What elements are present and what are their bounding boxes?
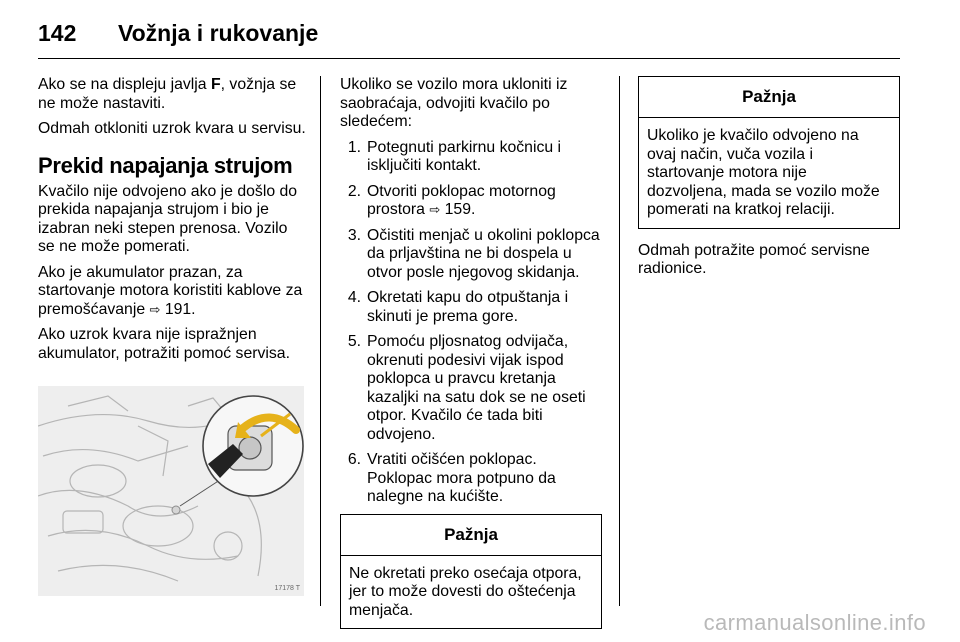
- gearbox-illustration: [38, 386, 304, 596]
- service-paragraph: Ako uzrok kvara nije ispražnjen akumulator, potražiti pomoć servisa.: [38, 326, 290, 362]
- caution-title: Pažnja: [341, 515, 601, 556]
- caution-box: [638, 76, 900, 229]
- page-number: 142: [38, 20, 77, 46]
- caution-title: Pažnja: [639, 77, 899, 118]
- caution-text: Ne okretati preko osećaja otpora, jer to može dovesti do oštećenja menjača.: [349, 564, 582, 619]
- column-middle: [340, 76, 602, 629]
- list-item: 2. Otvoriti poklopac motornog prostora ⇨ 159.: [347, 182, 556, 218]
- section-heading: Prekid napajanja strujom: [38, 152, 293, 178]
- list-item: 3. Očistiti menjač u okolini poklopca da prljavština ne bi dospela u otvor posle njegovog skidanja.: [347, 226, 600, 281]
- list-item: 1. Potegnuti parkirnu kočnicu i isključiti kontakt.: [347, 138, 562, 174]
- page-ref-arrow-icon: ⇨: [149, 301, 161, 317]
- column-divider-right: [619, 76, 620, 606]
- service-paragraph: Odmah potražite pomoć servisne radionice.: [638, 241, 870, 277]
- column-right: [638, 76, 900, 286]
- page-ref-link[interactable]: 159.: [444, 201, 476, 218]
- gearbox-drawing: [38, 386, 304, 596]
- display-f-paragraph: Ako se na displeju javlja F, vožnja se ne može nastaviti.: [38, 76, 297, 112]
- power-loss-paragraph: Kvačilo nije odvojeno ako je došlo do prekida napajanja strujom i bio je izabran neki stepen prenosa. Vozilo se ne može pomerati.: [38, 182, 298, 255]
- list-item: 4. Okretati kapu do otpuštanja i skinuti je prema gore.: [347, 289, 569, 325]
- page-title: Vožnja i rukovanje: [118, 20, 319, 46]
- caution-box: [340, 514, 602, 630]
- steps-list: [340, 139, 602, 507]
- repair-paragraph: Odmah otkloniti uzrok kvara u servisu.: [38, 120, 306, 137]
- page-ref-link[interactable]: 191.: [164, 300, 196, 318]
- jump-start-paragraph: Ako je akumulator prazan, za startovanje motora koristiti kablove za premošćavanje ⇨ 191.: [38, 263, 303, 318]
- display-code-f: F: [211, 76, 221, 93]
- list-item: 6. Vratiti očišćen poklopac. Poklopac mora potpuno da nalegne na kućište.: [347, 451, 556, 505]
- column-left: [38, 76, 308, 370]
- page-header: [38, 14, 900, 59]
- page-ref-arrow-icon: ⇨: [429, 202, 441, 217]
- watermark: carmanualsonline.info: [703, 610, 926, 635]
- figure-code: 17178 T: [274, 585, 300, 592]
- column-divider-left: [320, 76, 321, 606]
- intro-paragraph: Ukoliko se vozilo mora ukloniti iz saobraćaja, odvojiti kvačilo po sledećem:: [340, 76, 568, 130]
- caution-text: Ukoliko je kvačilo odvojeno na ovaj način, vuča vozila i startovanje motora nije dozvoljena, mada se vozilo može pomerati na kratkoj relaciji.: [647, 127, 880, 218]
- list-item: 5. Pomoću pljosnatog odvijača, okrenuti podesivi vijak ispod poklopca u pravcu kretanja kazaljki na satu dok se ne oseti otpor. Kvačilo će tada biti odvojeno.: [347, 333, 586, 443]
